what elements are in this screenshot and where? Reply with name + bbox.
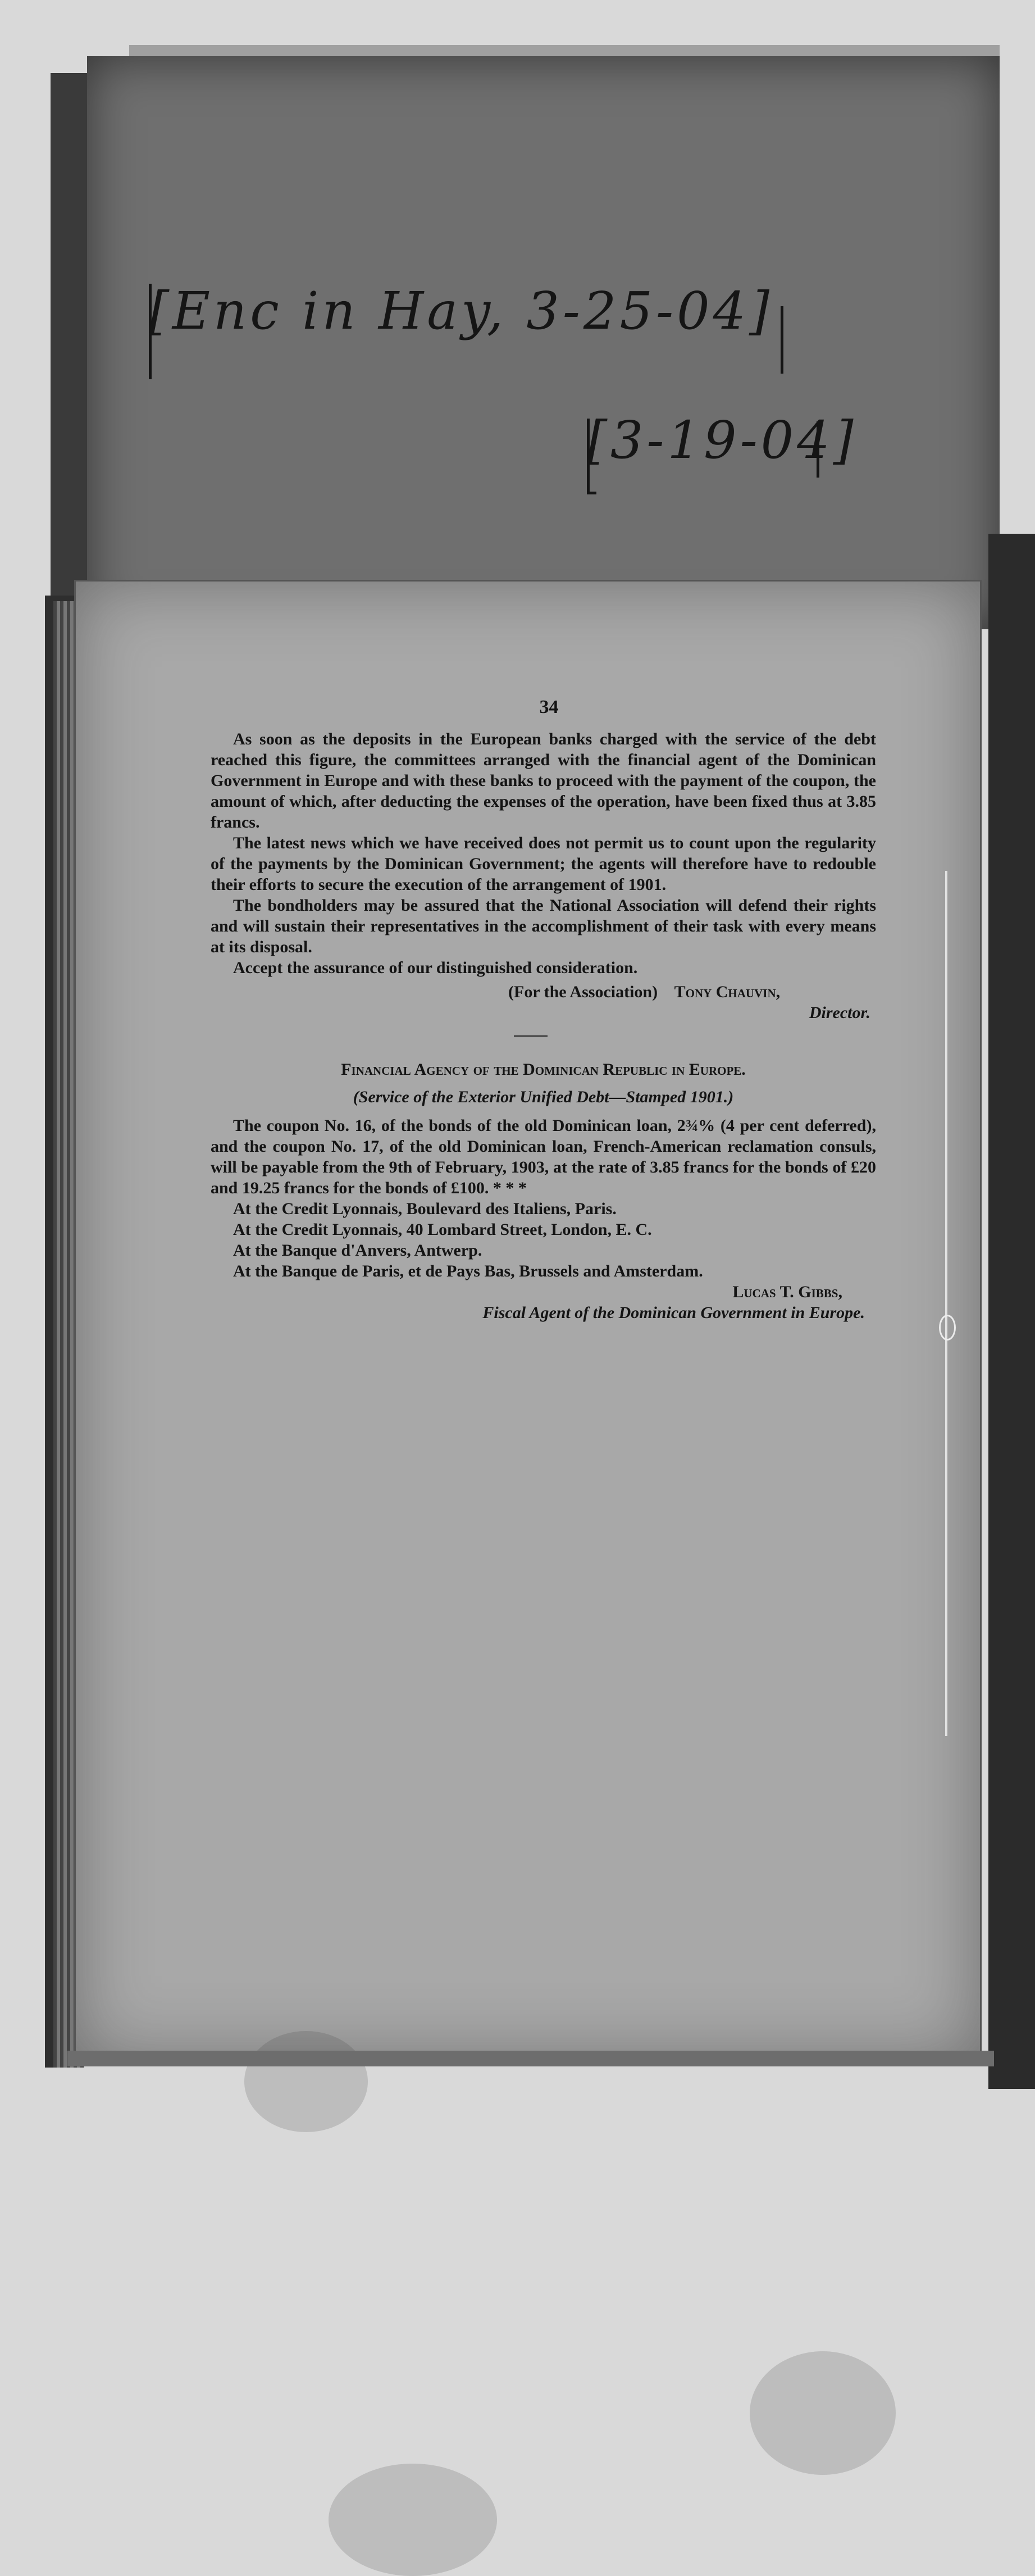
payment-location: At the Credit Lyonnais, Boulevard des Italiens, Paris. — [233, 1200, 617, 1218]
paragraph: The bondholders may be assured that the National Association will defend their rights and will sustain their representatives in the accomplishment of their task with every means at its disposal. — [211, 896, 876, 956]
page-text — [211, 697, 876, 1323]
handwritten-note-2: [3-19-04] — [587, 410, 857, 470]
separator-rule — [514, 1035, 548, 1037]
stain — [750, 2351, 896, 2475]
binding-string — [945, 871, 947, 1736]
string-knot — [939, 1315, 956, 1341]
page-bottom-edge — [67, 2051, 994, 2066]
paragraph: The latest news which we have received does not permit us to count upon the regularity of the payments by the Dominican Government; the agents will therefore have to redouble their efforts to secure the execution of the arrangement of 1901. — [211, 834, 876, 894]
payment-location: At the Banque de Paris, et de Pays Bas, Brussels and Amsterdam. — [233, 1262, 703, 1280]
signature-role: Director. — [809, 1003, 870, 1022]
agent-role: Fiscal Agent of the Dominican Government in Europe. — [482, 1303, 865, 1322]
signature-line — [211, 982, 876, 1002]
agency-heading: Financial Agency of the Dominican Republic in Europe. — [341, 1060, 746, 1079]
paragraph: As soon as the deposits in the European banks charged with the service of the debt reached this figure, the committees arranged with the financial agent of the Dominican Government in Europe and with these banks to proceed with the payment of the coupon, the amount of which, after deducting the expenses of the operation, have been fixed thus at 3.85 francs. — [211, 730, 876, 832]
stain — [244, 2031, 368, 2132]
right-shadow — [988, 534, 1035, 2089]
agent-name: Lucas T. Gibbs, — [732, 1283, 842, 1301]
paragraph: Accept the assurance of our distinguished consideration. — [233, 958, 638, 977]
page-number: 34 — [539, 697, 559, 717]
signature-from: (For the Association) — [508, 983, 658, 1001]
coupon-paragraph: The coupon No. 16, of the bonds of the old Dominican loan, 2¾% (4 per cent deferred), and the coupon No. 17, of the old Dominican loan, French-American reclamation consuls, will be payable from the 9th of February, 1903, at the rate of 3.85 francs for the bonds of £20 and 19.25 francs for the bonds of £100. * * * — [211, 1116, 876, 1197]
agency-subheading: (Service of the Exterior Unified Debt—Stamped 1901.) — [353, 1088, 734, 1106]
signature-name: Tony Chauvin, — [674, 983, 781, 1001]
stain — [329, 2464, 497, 2576]
payment-location: At the Credit Lyonnais, 40 Lombard Street, London, E. C. — [233, 1220, 652, 1239]
payment-location: At the Banque d'Anvers, Antwerp. — [233, 1241, 482, 1260]
handwritten-note-1: [Enc in Hay, 3-25-04] — [149, 281, 773, 341]
